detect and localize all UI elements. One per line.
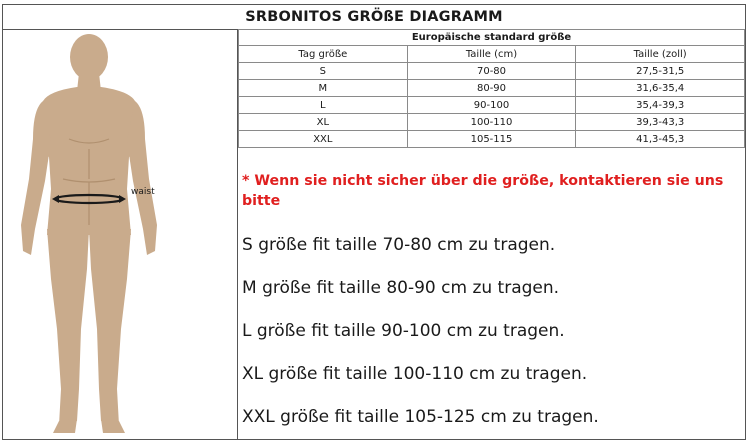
fit-instructions bbox=[242, 229, 599, 444]
waist-cm-cell: 80-90 bbox=[407, 80, 576, 97]
waist-inch-cell: 35,4-39,3 bbox=[576, 97, 745, 114]
table-row bbox=[239, 80, 745, 97]
contact-notice: * Wenn sie nicht sicher über die größe, kontaktieren sie uns bitte bbox=[242, 173, 724, 209]
fit-line-m: M größe fit taille 80-90 cm zu tragen. bbox=[242, 278, 560, 298]
waist-inch-cell: 27,5-31,5 bbox=[576, 63, 745, 80]
fit-line-xl: XL größe fit taille 100-110 cm zu tragen. bbox=[242, 364, 588, 384]
col-header-waist-inch: Taille (zoll) bbox=[576, 46, 745, 63]
size-cell: XL bbox=[239, 114, 408, 131]
fit-line-l: L größe fit taille 90-100 cm zu tragen. bbox=[242, 321, 565, 341]
size-info-panel bbox=[238, 29, 745, 439]
size-cell: L bbox=[239, 97, 408, 114]
body-figure-panel bbox=[3, 29, 238, 439]
waist-inch-cell: 41,3-45,3 bbox=[576, 131, 745, 148]
fit-line-xxl: XXL größe fit taille 105-125 cm zu tragen. bbox=[242, 407, 599, 427]
size-chart-sheet bbox=[2, 4, 746, 440]
table-header-row bbox=[239, 46, 745, 63]
table-row bbox=[239, 97, 745, 114]
waist-cm-cell: 100-110 bbox=[407, 114, 576, 131]
col-header-tag-size: Tag größe bbox=[239, 46, 408, 63]
table-caption: Europäische standard größe bbox=[239, 30, 745, 46]
human-body-figure bbox=[3, 29, 237, 439]
size-cell: XXL bbox=[239, 131, 408, 148]
fit-line-s: S größe fit taille 70-80 cm zu tragen. bbox=[242, 235, 556, 255]
waist-cm-cell: 90-100 bbox=[407, 97, 576, 114]
waist-inch-cell: 39,3-43,3 bbox=[576, 114, 745, 131]
waist-inch-cell: 31,6-35,4 bbox=[576, 80, 745, 97]
col-header-waist-cm: Taille (cm) bbox=[407, 46, 576, 63]
size-cell: M bbox=[239, 80, 408, 97]
chart-title: SRBONITOS GRÖßE DIAGRAMM bbox=[3, 5, 745, 30]
table-row bbox=[239, 131, 745, 148]
waist-cm-cell: 105-115 bbox=[407, 131, 576, 148]
table-row bbox=[239, 114, 745, 131]
table-row bbox=[239, 63, 745, 80]
size-cell: S bbox=[239, 63, 408, 80]
size-table bbox=[238, 29, 745, 148]
waist-label: waist bbox=[131, 187, 155, 197]
waist-cm-cell: 70-80 bbox=[407, 63, 576, 80]
